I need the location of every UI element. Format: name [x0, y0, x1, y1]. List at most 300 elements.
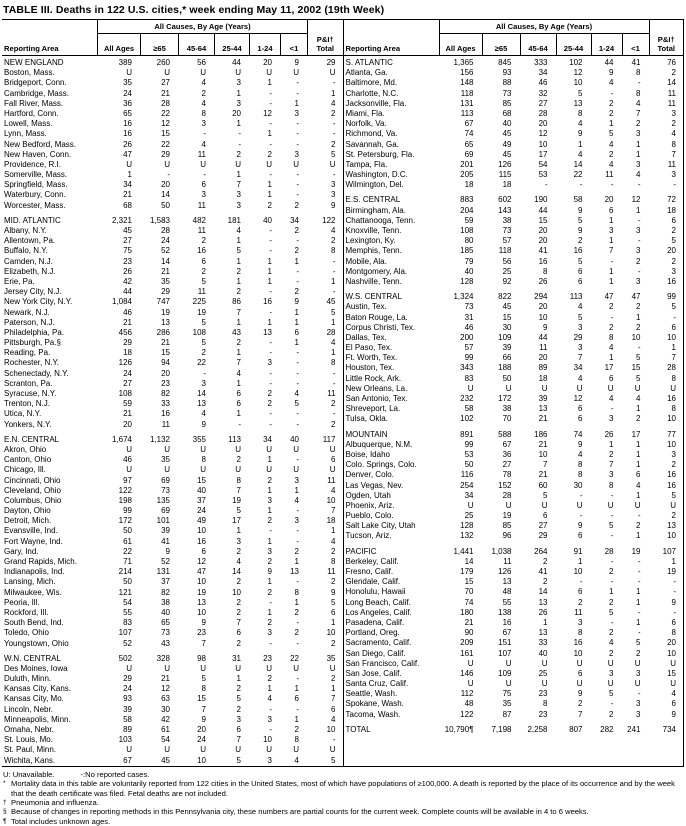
- value-cell: 1: [636, 449, 641, 459]
- value-cell: 50: [464, 460, 474, 470]
- value-cell: -: [269, 307, 272, 317]
- value-cell: 355: [192, 434, 206, 444]
- reporting-area-cell: Tacoma, Wash.: [345, 709, 401, 719]
- value-cell: -: [610, 404, 614, 414]
- value-cell: 6: [671, 699, 676, 709]
- value-cell: 10: [197, 607, 206, 617]
- value-cell: 2: [636, 119, 641, 129]
- value-cell: 8: [201, 684, 206, 694]
- city-row: [344, 404, 684, 414]
- city-row: [344, 109, 684, 119]
- city-row: [344, 501, 684, 511]
- value-cell: 6: [331, 704, 336, 714]
- value-cell: -: [296, 526, 299, 536]
- value-cell: 113: [228, 434, 241, 444]
- city-row: [344, 150, 684, 160]
- value-cell: 68: [123, 200, 132, 210]
- value-cell: 9: [543, 322, 548, 332]
- value-cell: U: [266, 68, 272, 78]
- value-cell: 254: [460, 480, 474, 490]
- reporting-area-cell: New Bedford, Mass.: [4, 139, 77, 149]
- value-cell: 14: [464, 556, 474, 566]
- value-cell: 2: [331, 399, 336, 409]
- value-cell: 76: [667, 58, 676, 67]
- value-cell: 67: [464, 119, 474, 129]
- value-cell: -: [296, 88, 299, 98]
- value-cell: 96: [502, 531, 512, 541]
- value-cell: 1: [236, 88, 241, 98]
- value-cell: 56: [502, 256, 512, 266]
- value-cell: 2: [236, 287, 241, 297]
- value-cell: 1: [267, 577, 272, 587]
- city-row: [344, 277, 684, 287]
- value-cell: 45: [502, 129, 512, 139]
- value-cell: 5: [578, 256, 583, 266]
- value-cell: 6: [671, 322, 676, 332]
- value-cell: 7: [236, 735, 241, 745]
- region-total-row: [2, 216, 343, 226]
- value-cell: 109: [498, 332, 512, 342]
- value-cell: 18: [538, 373, 548, 383]
- value-cell: 2: [267, 516, 272, 526]
- value-cell: 3: [671, 449, 676, 459]
- city-row: [2, 557, 343, 567]
- value-cell: 131: [156, 567, 170, 577]
- value-cell: 1: [543, 617, 548, 627]
- value-cell: 3: [236, 536, 241, 546]
- city-row: [2, 226, 343, 236]
- value-cell: 77: [667, 429, 676, 439]
- value-cell: 9: [578, 205, 583, 215]
- value-cell: 48: [464, 699, 474, 709]
- reporting-area-cell: South Bend, Ind.: [4, 618, 64, 628]
- value-cell: 13: [197, 597, 206, 607]
- value-cell: -: [332, 266, 336, 276]
- value-cell: 1: [294, 338, 299, 348]
- value-cell: 54: [123, 597, 132, 607]
- value-cell: -: [203, 129, 206, 139]
- age-group-header: All Causes, By Age (Years): [439, 20, 649, 34]
- city-row: [2, 348, 343, 358]
- value-cell: -: [296, 129, 299, 139]
- reporting-area-cell: Providence, R.I.: [4, 159, 61, 169]
- value-cell: 53: [464, 449, 474, 459]
- value-cell: -: [673, 312, 676, 322]
- column-header-pi-total: [307, 33, 343, 55]
- header-spacer: [307, 20, 343, 34]
- value-cell: 1: [294, 485, 299, 495]
- value-cell: -: [544, 180, 548, 190]
- footnote-pneumonia: [3, 798, 682, 807]
- value-cell: 27: [538, 521, 548, 531]
- value-cell: -: [579, 511, 583, 521]
- value-cell: U: [505, 658, 512, 668]
- value-cell: 8: [636, 68, 641, 78]
- value-cell: 35: [123, 78, 132, 88]
- value-cell: 1: [267, 78, 272, 88]
- value-cell: 891: [460, 429, 474, 439]
- value-cell: -: [203, 368, 206, 378]
- value-cell: 4: [236, 226, 241, 235]
- value-cell: 1: [294, 597, 299, 607]
- value-cell: 1: [267, 536, 272, 546]
- value-cell: 4: [331, 338, 336, 348]
- value-cell: U: [164, 159, 170, 169]
- value-cell: 73: [161, 485, 170, 495]
- value-cell: 4: [671, 129, 676, 139]
- value-cell: 52: [123, 638, 132, 648]
- value-cell: 73: [502, 226, 512, 235]
- value-cell: 86: [232, 297, 241, 307]
- value-cell: -: [296, 674, 299, 684]
- value-cell: -: [332, 129, 336, 139]
- value-cell: -: [296, 455, 299, 465]
- reporting-area-cell: PACIFIC: [345, 546, 377, 556]
- value-cell: -: [637, 180, 641, 190]
- value-cell: 85: [502, 521, 512, 531]
- footnote-pennsylvania: [3, 807, 682, 816]
- value-cell: 6: [578, 414, 583, 424]
- value-cell: 22: [161, 139, 170, 149]
- value-cell: U: [576, 383, 583, 393]
- reporting-area-cell: Charlotte, N.C.: [345, 88, 399, 98]
- value-cell: 28: [326, 327, 336, 337]
- reporting-area-cell: New York City, N.Y.: [4, 297, 73, 307]
- value-cell: 1: [267, 455, 272, 465]
- city-row: [2, 486, 343, 496]
- value-cell: -: [332, 119, 336, 129]
- city-row: [2, 598, 343, 608]
- city-row: [2, 297, 343, 307]
- value-cell: 4: [201, 409, 206, 419]
- city-row: [344, 236, 684, 246]
- reporting-area-cell: Knoxville, Tenn.: [345, 226, 402, 235]
- value-cell: 83: [123, 618, 132, 628]
- reporting-area-cell: Cambridge, Mass.: [4, 88, 69, 98]
- value-cell: 7: [609, 246, 614, 256]
- value-cell: 3: [578, 343, 583, 353]
- value-cell: 1: [636, 312, 641, 322]
- value-cell: 20: [538, 119, 548, 129]
- value-cell: 7: [236, 307, 241, 317]
- value-cell: 15: [197, 694, 206, 704]
- region-total-row: [344, 195, 684, 205]
- reporting-area-cell: Nashville, Tenn.: [345, 276, 402, 286]
- city-row: [2, 694, 343, 704]
- value-cell: 42: [123, 276, 132, 286]
- value-cell: 9: [294, 297, 299, 307]
- value-cell: 16: [667, 470, 676, 480]
- value-cell: 4: [201, 98, 206, 108]
- value-cell: -: [637, 689, 641, 699]
- value-cell: 31: [232, 653, 241, 663]
- value-cell: 3: [636, 709, 641, 719]
- value-cell: U: [467, 500, 474, 510]
- city-row: [2, 287, 343, 297]
- value-cell: 1: [236, 170, 241, 180]
- value-cell: 181: [227, 215, 241, 225]
- value-cell: U: [505, 679, 512, 689]
- value-cell: 3: [236, 190, 241, 200]
- value-cell: 3: [294, 475, 299, 485]
- value-cell: 186: [534, 429, 548, 439]
- reporting-area-cell: Washington, D.C.: [345, 170, 408, 180]
- value-cell: 2: [578, 597, 583, 607]
- table-left-half: [2, 20, 343, 766]
- value-cell: 260: [156, 58, 170, 67]
- value-cell: 25: [502, 266, 512, 276]
- value-cell: 16: [573, 638, 583, 648]
- footnote-mortality: [3, 779, 682, 798]
- value-cell: 75: [123, 246, 132, 256]
- value-cell: 128: [460, 521, 474, 531]
- value-cell: 19: [631, 546, 641, 556]
- value-cell: 54: [161, 735, 170, 745]
- value-cell: 2: [331, 674, 336, 684]
- value-cell: 34: [573, 363, 583, 373]
- value-cell: 65: [123, 108, 132, 118]
- value-cell: 8: [201, 108, 206, 118]
- reporting-area-cell: Scranton, Pa.: [4, 378, 53, 388]
- value-cell: 2: [331, 577, 336, 587]
- value-cell: 883: [460, 195, 474, 205]
- value-cell: 5: [201, 674, 206, 684]
- value-cell: 1: [331, 317, 336, 327]
- value-cell: 10: [538, 312, 548, 322]
- value-cell: 6: [201, 180, 206, 190]
- value-cell: 4: [609, 343, 614, 353]
- value-cell: 13: [573, 98, 583, 108]
- value-cell: 57: [464, 343, 474, 353]
- header-columns-row-left: [2, 33, 343, 56]
- value-cell: 21: [161, 674, 170, 684]
- value-cell: 1: [294, 256, 299, 266]
- value-cell: 4: [609, 159, 614, 169]
- value-cell: -: [269, 378, 272, 388]
- value-cell: 131: [460, 98, 474, 108]
- value-cell: 14: [573, 159, 583, 169]
- value-cell: 10: [667, 439, 676, 449]
- value-cell: 3: [578, 322, 583, 332]
- value-cell: -: [296, 638, 299, 648]
- value-cell: 9: [201, 618, 206, 628]
- value-cell: 1: [236, 409, 241, 419]
- value-cell: 21: [161, 338, 170, 348]
- value-cell: 44: [604, 58, 614, 67]
- value-cell: 38: [502, 215, 512, 225]
- reporting-area-cell: Minneapolis, Minn.: [4, 714, 71, 724]
- reporting-area-cell: Grand Rapids, Mich.: [4, 557, 77, 566]
- value-cell: 15: [161, 348, 170, 358]
- value-cell: 19: [502, 511, 512, 521]
- value-cell: 20: [197, 725, 206, 734]
- value-cell: 3: [671, 266, 676, 276]
- city-row: [2, 725, 343, 735]
- value-cell: 33: [161, 399, 170, 409]
- value-cell: 734: [662, 724, 676, 734]
- value-cell: 6: [201, 546, 206, 556]
- value-cell: 2: [578, 236, 583, 246]
- value-cell: 16: [573, 246, 583, 256]
- value-cell: 8: [578, 628, 583, 638]
- reporting-area-cell: Milwaukee, Wis.: [4, 587, 62, 597]
- value-cell: 29: [123, 674, 132, 684]
- value-cell: 343: [460, 363, 474, 373]
- value-cell: 4: [331, 536, 336, 546]
- value-cell: 7: [578, 709, 583, 719]
- value-cell: 19: [232, 495, 241, 505]
- value-cell: 39: [538, 394, 548, 403]
- value-cell: 294: [534, 292, 548, 302]
- value-cell: 2: [609, 597, 614, 607]
- value-cell: 747: [156, 297, 170, 307]
- reporting-area-cell: Lexington, Ky.: [345, 236, 396, 246]
- reporting-area-cell: Dallas, Tex.: [345, 332, 387, 342]
- value-cell: 2: [267, 618, 272, 628]
- value-cell: 9: [294, 58, 299, 67]
- city-row: [344, 598, 684, 608]
- value-cell: -: [332, 287, 336, 297]
- value-cell: 47: [631, 292, 641, 302]
- reporting-area-cell: Shreveport, La.: [345, 404, 401, 414]
- city-row: [2, 246, 343, 256]
- value-cell: 21: [123, 409, 132, 419]
- reporting-area-cell: Newark, N.J.: [4, 307, 50, 317]
- column-header-all-ages: All Ages: [97, 33, 140, 55]
- value-cell: 2: [331, 108, 336, 118]
- value-cell: 8: [671, 628, 676, 638]
- value-cell: -: [296, 358, 299, 368]
- city-row: [344, 689, 684, 699]
- city-row: [344, 710, 684, 720]
- value-cell: 3: [636, 668, 641, 678]
- city-row: [344, 226, 684, 236]
- value-cell: 26: [538, 607, 548, 617]
- city-row: [2, 547, 343, 557]
- value-cell: 14: [161, 256, 170, 266]
- city-row: [2, 201, 343, 211]
- value-cell: 6: [294, 694, 299, 704]
- city-row: [2, 399, 343, 409]
- value-cell: U: [329, 745, 336, 755]
- value-cell: 2: [671, 68, 676, 78]
- value-cell: 146: [460, 668, 474, 678]
- value-cell: -: [637, 511, 641, 521]
- value-cell: 135: [156, 495, 170, 505]
- value-cell: 2: [636, 256, 641, 266]
- value-cell: 4: [331, 226, 336, 235]
- value-cell: 2: [331, 546, 336, 556]
- reporting-area-cell: Los Angeles, Calif.: [345, 607, 412, 617]
- city-row: [344, 302, 684, 312]
- value-cell: 45: [502, 302, 512, 312]
- value-cell: 1: [636, 531, 641, 541]
- value-cell: U: [235, 159, 241, 169]
- value-cell: U: [164, 465, 170, 475]
- reporting-area-cell: TOTAL: [345, 724, 371, 734]
- column-header-25-44: 25-44: [556, 33, 591, 55]
- value-cell: 5: [609, 521, 614, 531]
- value-cell: -: [332, 409, 336, 419]
- value-cell: 41: [538, 567, 548, 576]
- reporting-area-cell: Glendale, Calif.: [345, 577, 401, 587]
- column-header-45-64: 45-64: [520, 33, 556, 55]
- value-cell: -: [269, 597, 272, 607]
- value-cell: 59: [464, 215, 474, 225]
- city-row: [2, 328, 343, 338]
- column-header-under-1: <1: [280, 33, 307, 55]
- value-cell: 126: [498, 159, 512, 169]
- value-cell: -: [296, 368, 299, 378]
- value-cell: 91: [573, 546, 583, 556]
- value-cell: 1: [636, 439, 641, 449]
- value-cell: 3: [636, 226, 641, 235]
- reporting-area-cell: Wilmington, Del.: [345, 180, 404, 190]
- value-cell: 99: [667, 292, 676, 302]
- value-cell: 2: [609, 149, 614, 159]
- value-cell: 83: [464, 373, 474, 383]
- reporting-area-cell: Lansing, Mich.: [4, 577, 56, 587]
- reporting-area-cell: Boise, Idaho: [345, 449, 390, 459]
- value-cell: -: [269, 526, 272, 536]
- value-cell: 23: [263, 653, 272, 663]
- value-cell: -: [269, 638, 272, 648]
- value-cell: 29: [123, 338, 132, 348]
- reporting-area-cell: Springfield, Mass.: [4, 180, 68, 190]
- value-cell: 2: [294, 546, 299, 556]
- value-cell: 50: [502, 373, 512, 383]
- legend-row: [3, 770, 682, 779]
- value-cell: U: [293, 159, 299, 169]
- value-cell: 126: [118, 358, 132, 368]
- value-cell: 10: [573, 648, 583, 658]
- value-cell: 1: [331, 88, 336, 98]
- value-cell: 6: [636, 470, 641, 480]
- value-cell: 40: [502, 119, 512, 129]
- value-cell: 16: [263, 297, 272, 307]
- value-cell: 2: [636, 648, 641, 658]
- city-row: [2, 267, 343, 277]
- value-cell: 1: [236, 378, 241, 388]
- value-cell: 2: [543, 577, 548, 587]
- value-cell: 188: [498, 363, 512, 373]
- value-cell: 3: [609, 226, 614, 235]
- value-cell: 3: [267, 546, 272, 556]
- value-cell: 5: [671, 490, 676, 500]
- value-cell: 29: [538, 531, 548, 541]
- value-cell: 68: [502, 108, 512, 118]
- value-cell: 99: [123, 506, 132, 516]
- value-cell: 3: [267, 755, 272, 765]
- value-cell: 1: [267, 129, 272, 139]
- value-cell: 17: [631, 429, 641, 439]
- value-cell: 1: [609, 353, 614, 363]
- value-cell: 2: [609, 648, 614, 658]
- value-cell: 2: [331, 638, 336, 648]
- value-cell: 57: [502, 236, 512, 246]
- value-cell: 15: [631, 363, 641, 373]
- value-cell: 13: [502, 577, 512, 587]
- value-cell: -: [269, 368, 272, 378]
- value-cell: U: [200, 159, 206, 169]
- value-cell: -: [296, 266, 299, 276]
- value-cell: 1: [267, 190, 272, 200]
- value-cell: 122: [460, 709, 474, 719]
- value-cell: 89: [538, 363, 548, 373]
- city-row: [2, 664, 343, 674]
- reporting-area-cell: MID. ATLANTIC: [4, 215, 61, 225]
- pi-label: P&I†: [657, 35, 675, 44]
